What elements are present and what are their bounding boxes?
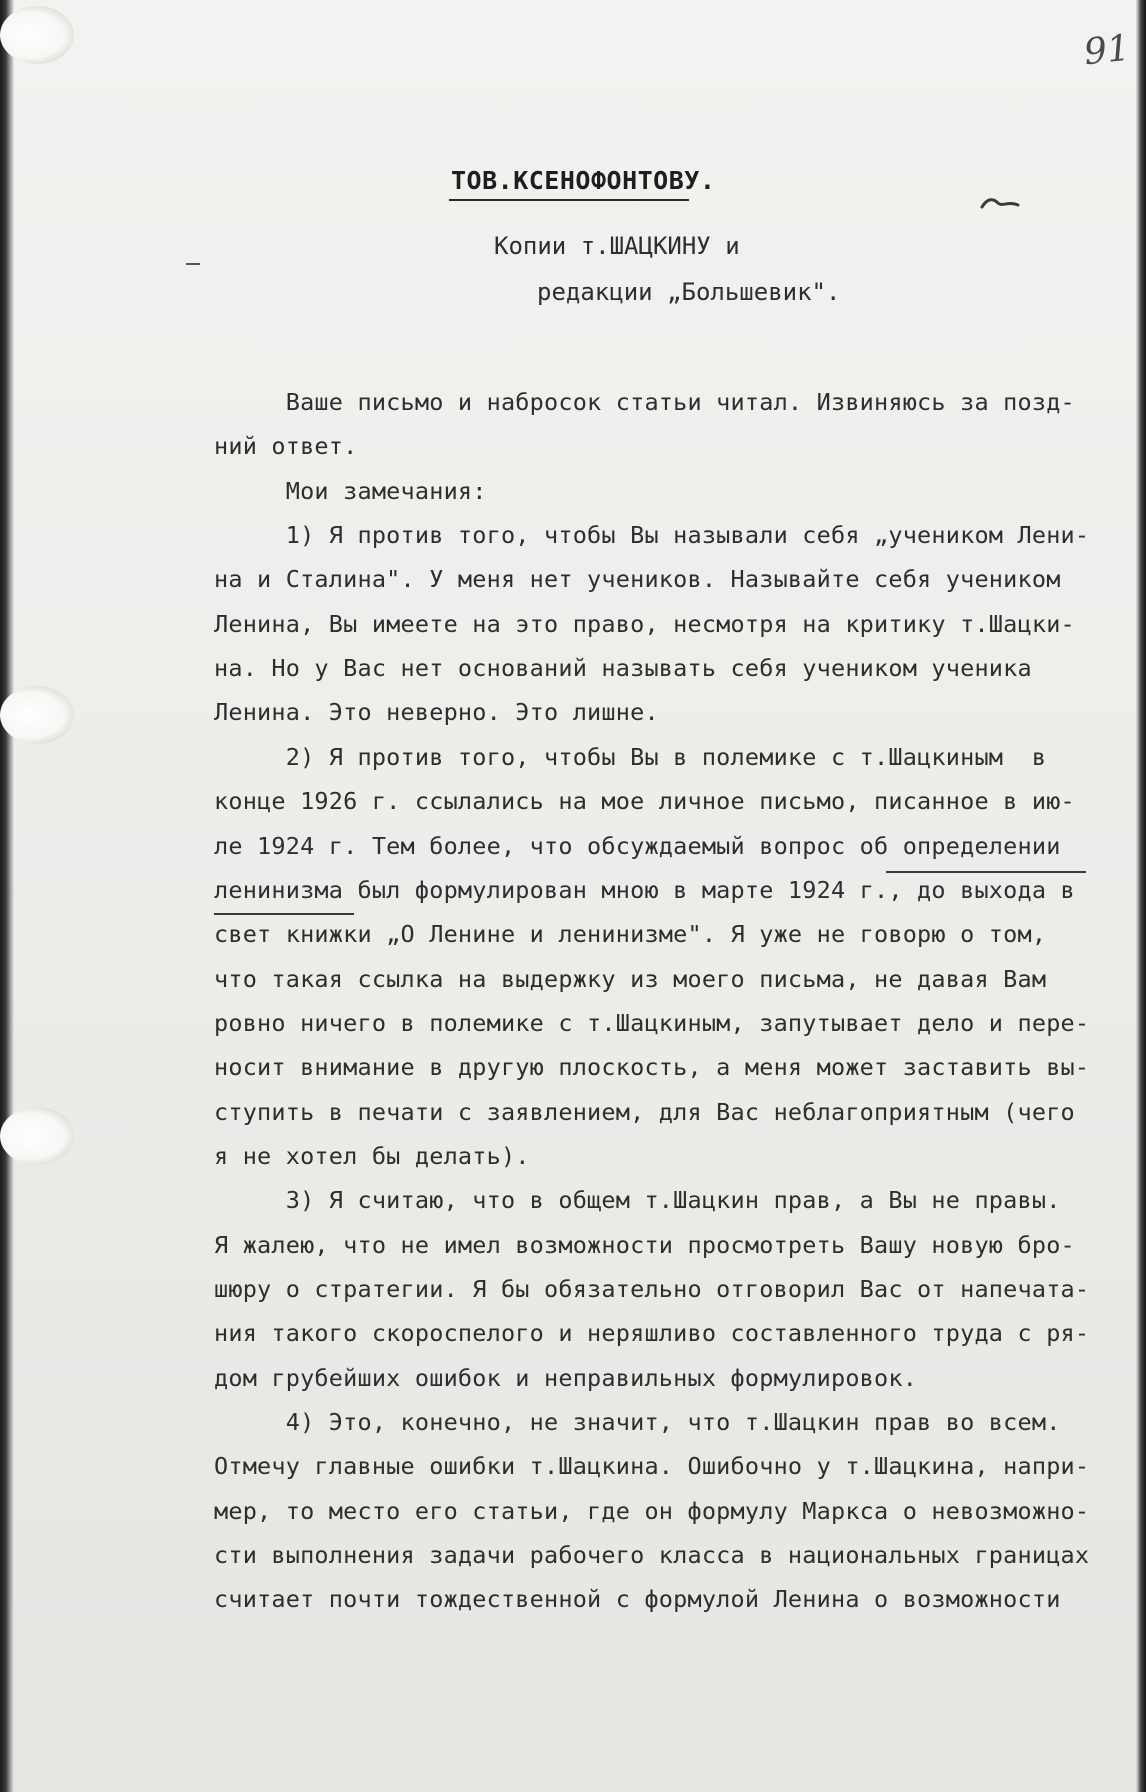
body-line: сти выполнения задачи рабочего класса в национальных границах	[214, 1541, 1090, 1570]
underline-mark	[886, 871, 1086, 873]
body-line: 3) Я считаю, что в общем т.Шацкин прав, а Вы не правы.	[214, 1186, 1061, 1215]
scan-edge-right	[1136, 0, 1146, 1792]
body-line: 1) Я против того, чтобы Вы называли себя „учеником Лени-	[214, 521, 1090, 550]
body-line: ступить в печати с заявлением, для Вас неблагоприятным (чего	[214, 1097, 1075, 1126]
body-line: что такая ссылка на выдержку из моего письма, не давая Вам	[214, 964, 1047, 993]
body-line: ровно ничего в полемике с т.Шацкиным, запутывает дело и пере-	[214, 1008, 1090, 1037]
body-line: мер, то место его статьи, где он формулу Маркса о невозможно-	[214, 1496, 1090, 1525]
body-line: Ваше письмо и набросок статьи читал. Извиняюсь за позд-	[214, 388, 1075, 416]
underline-mark	[214, 913, 354, 915]
body-line: дом грубейших ошибок и неправильных формулировок.	[214, 1363, 918, 1392]
scan-edge-left	[0, 0, 14, 1792]
body-line: носит внимание в другую плоскость, а меня может заставить вы-	[214, 1053, 1090, 1082]
copies-line-2: редакции „Большевик".	[537, 278, 841, 306]
addressee-underline	[449, 199, 689, 201]
copies-line-1: Копии т.ШАЦКИНУ и	[494, 232, 740, 260]
body-line: конце 1926 г. ссылались на мое личное письмо, писанное в ию-	[214, 787, 1075, 816]
ink-mark	[980, 195, 1020, 213]
body-line: ленинизма был формулирован мною в марте 1924 г., до выхода в	[214, 875, 1075, 904]
body-line: ния такого скороспелого и неряшливо составленного труда с ря-	[214, 1319, 1090, 1348]
addressee-heading: ТОВ.КСЕНОФОНТОВУ.	[451, 166, 716, 195]
body-line: ле 1924 г. Тем более, что обсуждаемый вопрос об определении	[214, 831, 1061, 860]
body-line: Ленина. Это неверно. Это лишне.	[214, 698, 659, 727]
page-number: 91	[1081, 27, 1132, 74]
body-line: я не хотел бы делать).	[214, 1141, 530, 1170]
body-line: свет книжки „О Ленине и ленинизме". Я уже не говорю о том,	[214, 920, 1047, 949]
body-line: Мои замечания:	[214, 476, 487, 505]
margin-mark	[186, 263, 200, 265]
punch-hole	[0, 686, 74, 744]
body-line: считает почти тождественной с формулой Ленина о возможности	[214, 1585, 1061, 1614]
punch-hole	[0, 1107, 74, 1165]
body-line: Отмечу главные ошибки т.Шацкина. Ошибочно у т.Шацкина, напри-	[214, 1452, 1090, 1481]
body-line: на. Но у Вас нет оснований называть себя учеником ученика	[214, 654, 1032, 683]
body-line: на и Сталина". У меня нет учеников. Называйте себя учеником	[214, 565, 1061, 594]
body-line: ний ответ.	[214, 432, 358, 461]
body-line: 4) Это, конечно, не значит, что т.Шацкин прав во всем.	[214, 1408, 1061, 1437]
punch-hole	[0, 6, 74, 64]
body-line: шюру о стратегии. Я бы обязательно отговорил Вас от напечата-	[214, 1275, 1090, 1303]
body-line: 2) Я против того, чтобы Вы в полемике с т.Шацкиным в	[214, 742, 1047, 771]
body-line: Я жалею, что не имел возможности просмотреть Вашу новую бро-	[214, 1230, 1075, 1259]
body-line: Ленина, Вы имеете на это право, несмотря на критику т.Шацки-	[214, 609, 1075, 638]
